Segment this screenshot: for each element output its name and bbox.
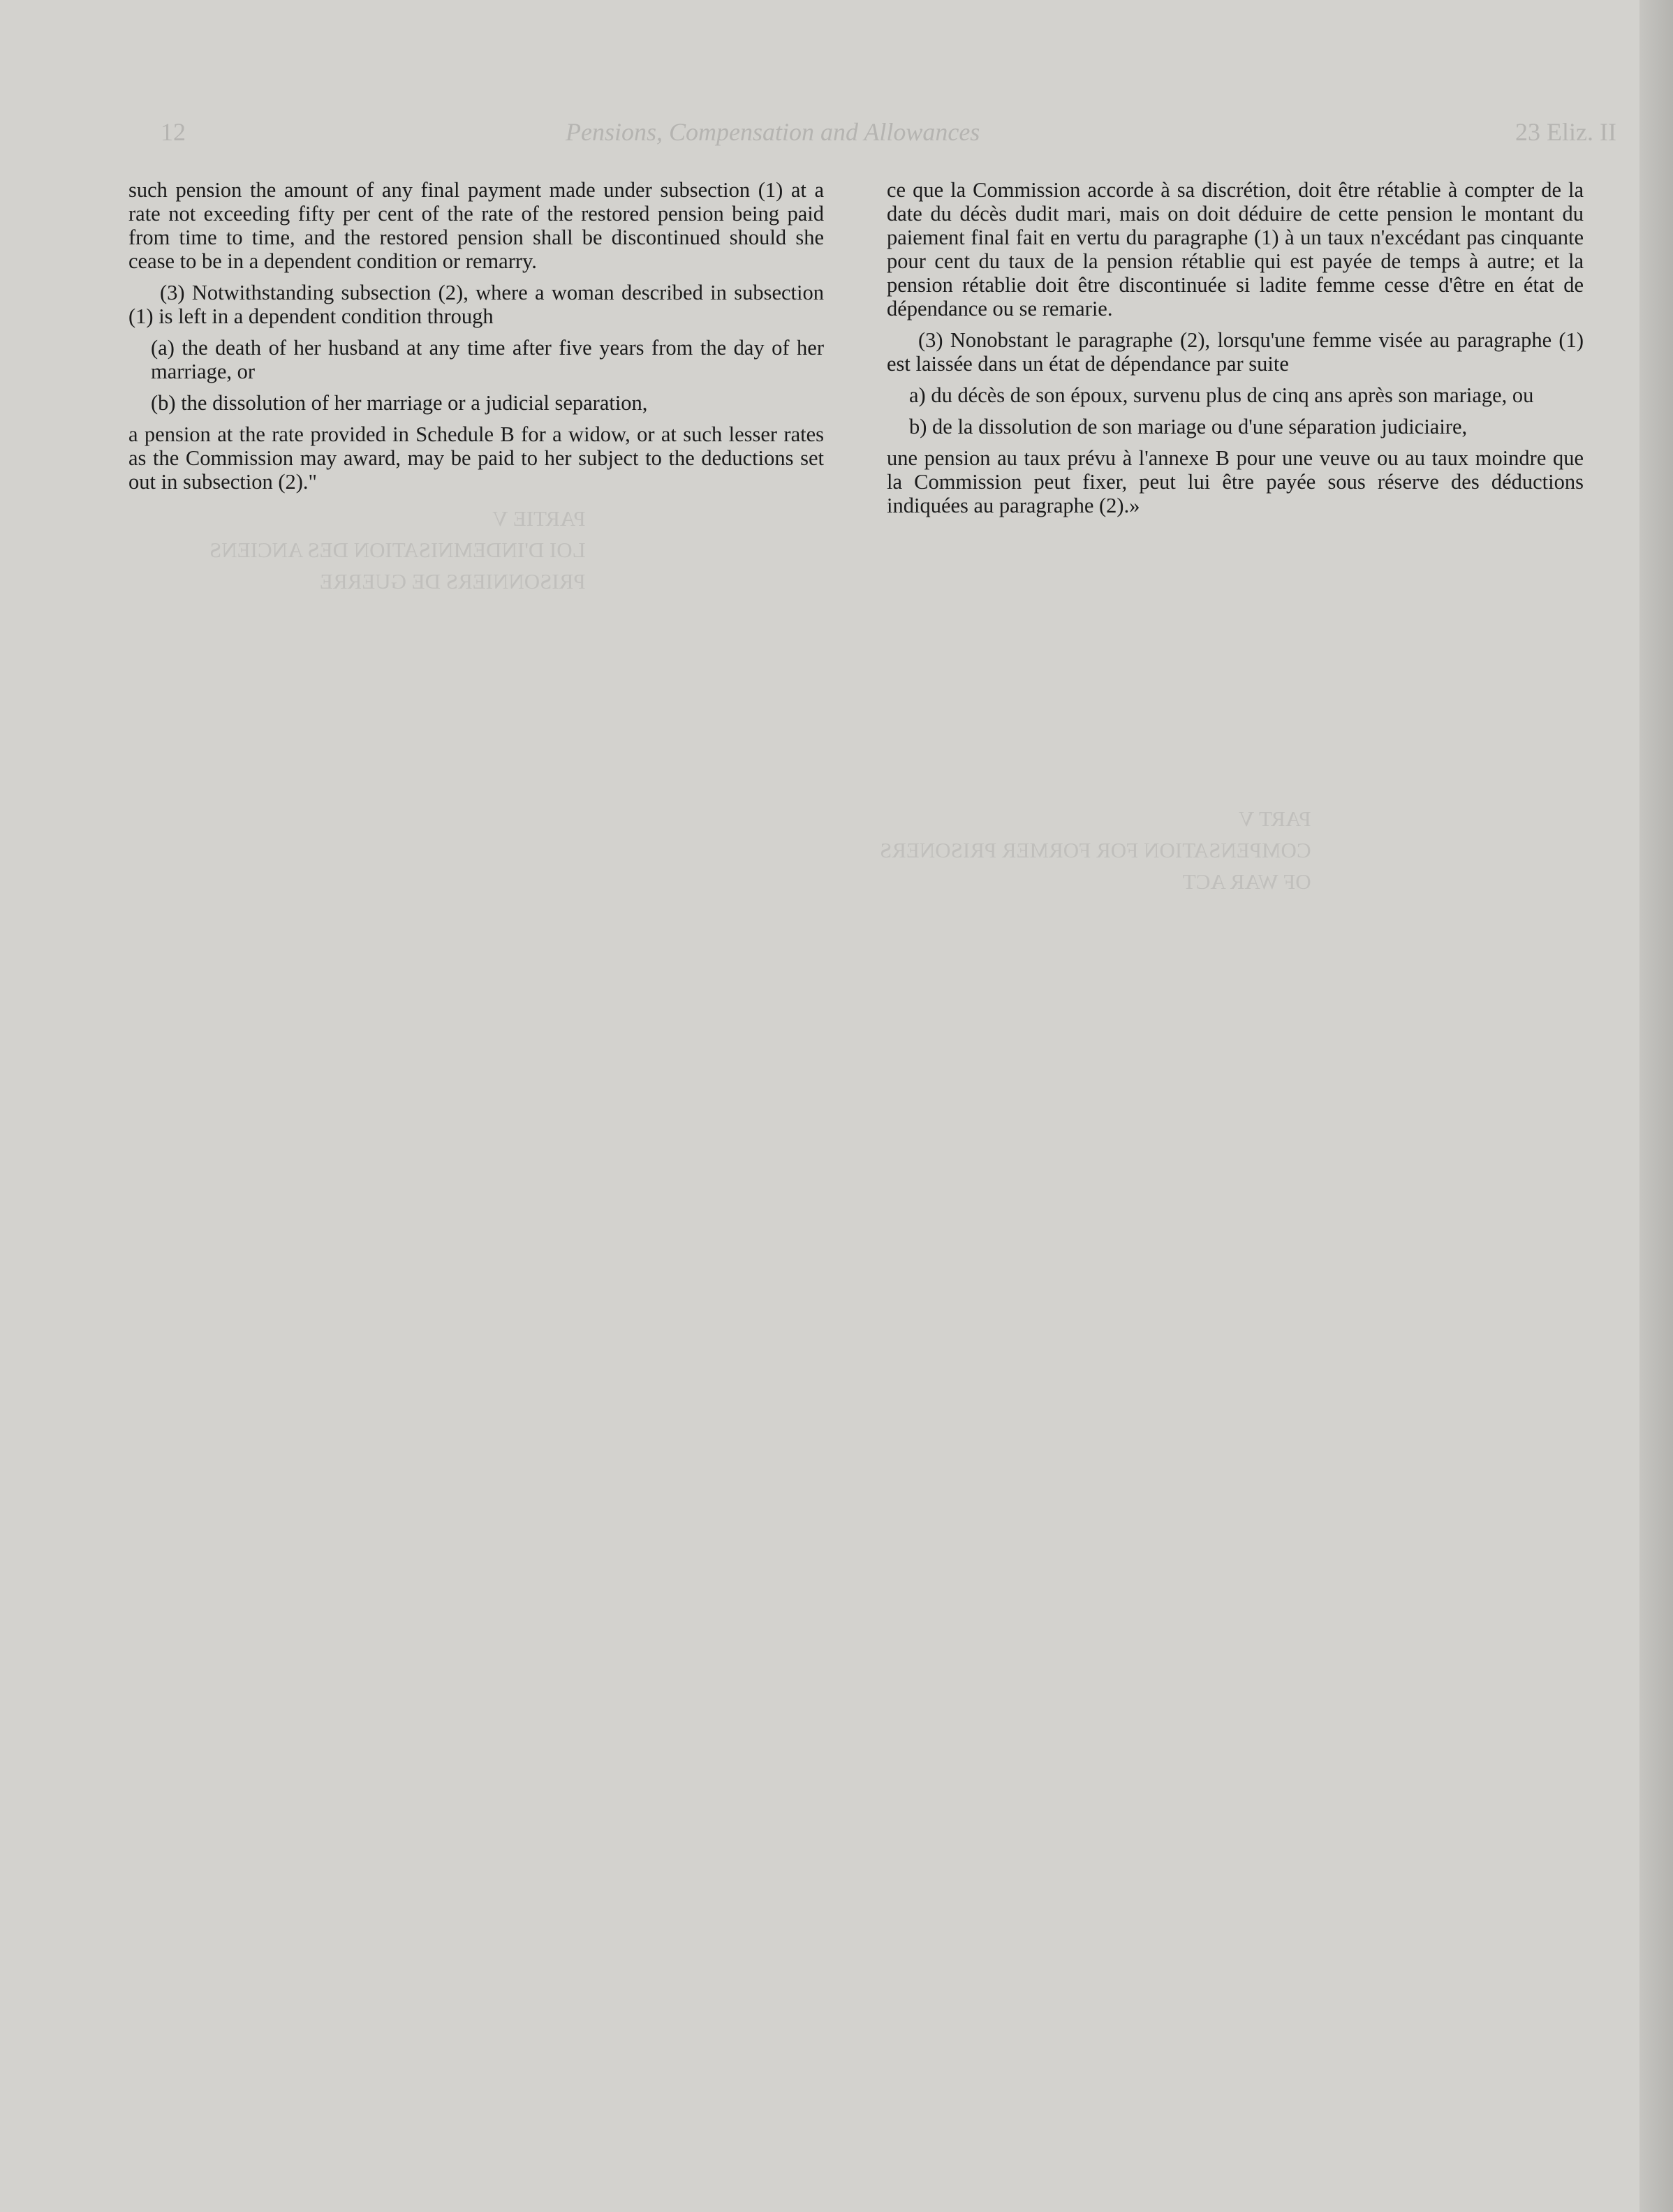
- running-title: Pensions, Compensation and Allowances: [566, 118, 980, 146]
- english-column: [128, 178, 824, 494]
- running-header: [0, 117, 1627, 159]
- bleed-through-margin: [42, 1117, 51, 1133]
- bleed-through-texture: PARTIE V LOI D'INDEMNISATION DES ANCIENS PRISONNIERS DE GUERRE: [209, 506, 586, 593]
- french-column: [887, 178, 1584, 517]
- english-subsection-3-close: a pension at the rate provided in Schedule B for a widow, or at such lesser rates as the Commission may award, may be paid to her subject to the deductions set out in subsection (2).": [128, 422, 824, 494]
- english-item-b: (b) the dissolution of her marriage or a judicial separation,: [151, 391, 648, 415]
- french-paragraph-continued: ce que la Commission accorde à sa discrétion, doit être rétablie à compter de la date du décès dudit mari, mais on doit déduire de cette pension le montant du paiement final fait en vertu du paragraphe (1) à un taux n'excédant pas cinquante pour cent du taux de la pension rétablie qui est payée de temps à autre; et la pension rétablie doit être discontinuée si ladite femme cesse d'être en état de dépendance ou se remarie.: [887, 178, 1584, 320]
- french-subsection-3-close: une pension au taux prévu à l'annexe B pour une veuve ou au taux moindre que la Commission peut fixer, peut lui être payée sous réserve des déductions indiquées au paragraphe (2).»: [887, 446, 1584, 517]
- english-subsection-3-intro: (3) Notwithstanding subsection (2), where a woman described in subsection (1) is left in a dependent condition through: [128, 281, 824, 328]
- french-item-b: b) de la dissolution de son mariage ou d'une séparation judiciaire,: [909, 415, 1468, 438]
- bleed-through-texture: PART V COMPENSATION FOR FORMER PRISONERS OF WAR ACT: [880, 806, 1311, 894]
- french-item-a: a) du décès de son époux, survenu plus de cinq ans après son mariage, ou: [909, 383, 1534, 407]
- english-paragraph-continued: such pension the amount of any final payment made under subsection (1) at a rate not exceeding fifty per cent of the rate of the restored pension being paid from time to time, and the restored pension shall be discontinued should she cease to be in a dependent condition or remarry.: [128, 178, 824, 273]
- right-folio: 23 Eliz. II: [1515, 118, 1616, 146]
- left-folio: 12: [161, 118, 186, 146]
- page-edge-shadow: [1639, 0, 1673, 2212]
- french-subsection-3-intro: (3) Nonobstant le paragraphe (2), lorsqu'une femme visée au paragraphe (1) est laissée dans un état de dépendance par suite: [887, 328, 1584, 376]
- english-item-a: (a) the death of her husband at any time after five years from the day of her marriage, or: [151, 336, 824, 383]
